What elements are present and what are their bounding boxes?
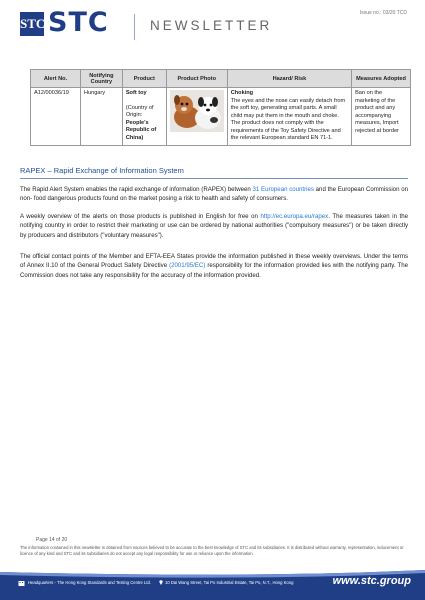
header-divider — [134, 14, 135, 40]
page-footer — [0, 566, 425, 600]
table-row — [31, 88, 411, 146]
address-text: 10 Dai Wang Street, Tai Po Industrial Estate, Tai Po, N.T., Hong Kong — [165, 580, 294, 585]
stc-logo-text: STC — [48, 7, 109, 38]
issue-number: Issue no.: 03/20 TCD — [359, 10, 407, 16]
origin-label: (Country of Origin: — [125, 104, 154, 118]
header-alert-no: Alert No. — [31, 70, 81, 88]
cell-product — [122, 88, 166, 146]
table-header-row — [31, 70, 411, 88]
cell-photo — [166, 88, 227, 146]
directive-link[interactable]: (2001/95/EC) — [169, 262, 206, 270]
soft-toy-photo — [170, 90, 224, 132]
origin-value: People's Republic of China) — [125, 119, 157, 141]
p2-text-b: . The measures taken in the notifying country in order to restrict their marketing or use can be ordered by national authorities ("compulsory measures") or be taken directly by producers and distributors ("voluntary measures"). — [20, 213, 408, 239]
section-divider — [20, 178, 408, 179]
header-product: Product — [122, 70, 166, 88]
newsletter-title: NEWSLETTER — [150, 18, 273, 33]
section-title: RAPEX – Rapid Exchange of Information System — [20, 166, 184, 175]
paragraph-2 — [20, 212, 408, 240]
header-product-photo: Product Photo — [166, 70, 227, 88]
cell-country: Hungary — [80, 88, 122, 146]
disclaimer: The information contained in this newsletter is obtained from sources believed to be accurate to the best knowledge of STC and its subsidiaries. It is distributed without warranty, representation, inducement or licence of any kind and STC and its subsidiaries do not accept any legal responsibility for use or reliance upon the information. — [20, 545, 404, 556]
header-notifying-country: Notifying Country — [80, 70, 122, 88]
headquarters-text: Headquarters - The Hong Kong Standards and Testing Centre Ltd. — [28, 580, 151, 585]
footer-address-line — [28, 580, 293, 585]
european-countries-link[interactable]: 31 European countries — [252, 186, 314, 193]
hazard-title: Choking — [230, 90, 254, 96]
p3-text-b: responsibility for the information provided lies with the notifying party. The Commission does not take any responsibility for the accuracy of the information provided. — [20, 262, 408, 279]
paragraph-1 — [20, 185, 408, 204]
paragraph-3 — [20, 252, 408, 280]
cell-measures: Ban on the marketing of the product and any accompanying measures, Import rejected at border — [352, 88, 411, 146]
building-icon — [18, 579, 25, 586]
p2-text-a: A weekly overview of the alerts on those products is published in English for free on — [20, 213, 261, 220]
p1-text-a: The Rapid Alert System enables the rapid exchange of information (RAPEX) between — [20, 186, 253, 193]
website-link[interactable]: www.stc.group — [332, 575, 411, 587]
stc-logo-mark: STC — [20, 12, 44, 36]
alert-table — [30, 69, 411, 146]
hazard-text: The eyes and the nose can easily detach from the soft toy, generating small parts. A small child may put them in the mouth and choke. The product does not comply with the requirements of the Toy Safety Directive and the relevant European standard EN 71-1. — [230, 97, 346, 141]
rapex-link[interactable]: http://ec.europa.eu/rapex — [260, 213, 329, 220]
page-number: Page 14 of 20 — [36, 537, 68, 543]
cell-hazard — [227, 88, 351, 146]
header-measures-adopted: Measures Adopted — [352, 70, 411, 88]
page-header — [0, 0, 425, 52]
cell-alert-no: A12/00036/19 — [31, 88, 81, 146]
product-name: Soft toy — [125, 90, 147, 96]
p1-text-b: and the European Commission on non- food dangerous products found on the market posing a risk to health and safety of consumers. — [20, 186, 408, 203]
header-hazard-risk: Hazard/ Risk — [227, 70, 351, 88]
location-pin-icon — [159, 580, 163, 585]
p3-text-a: The official contact points of the Member and EFTA-EEA States provide the information published in these weekly overviews. Under the terms of Annex II.10 of the General Product Safety Directive — [20, 253, 408, 270]
